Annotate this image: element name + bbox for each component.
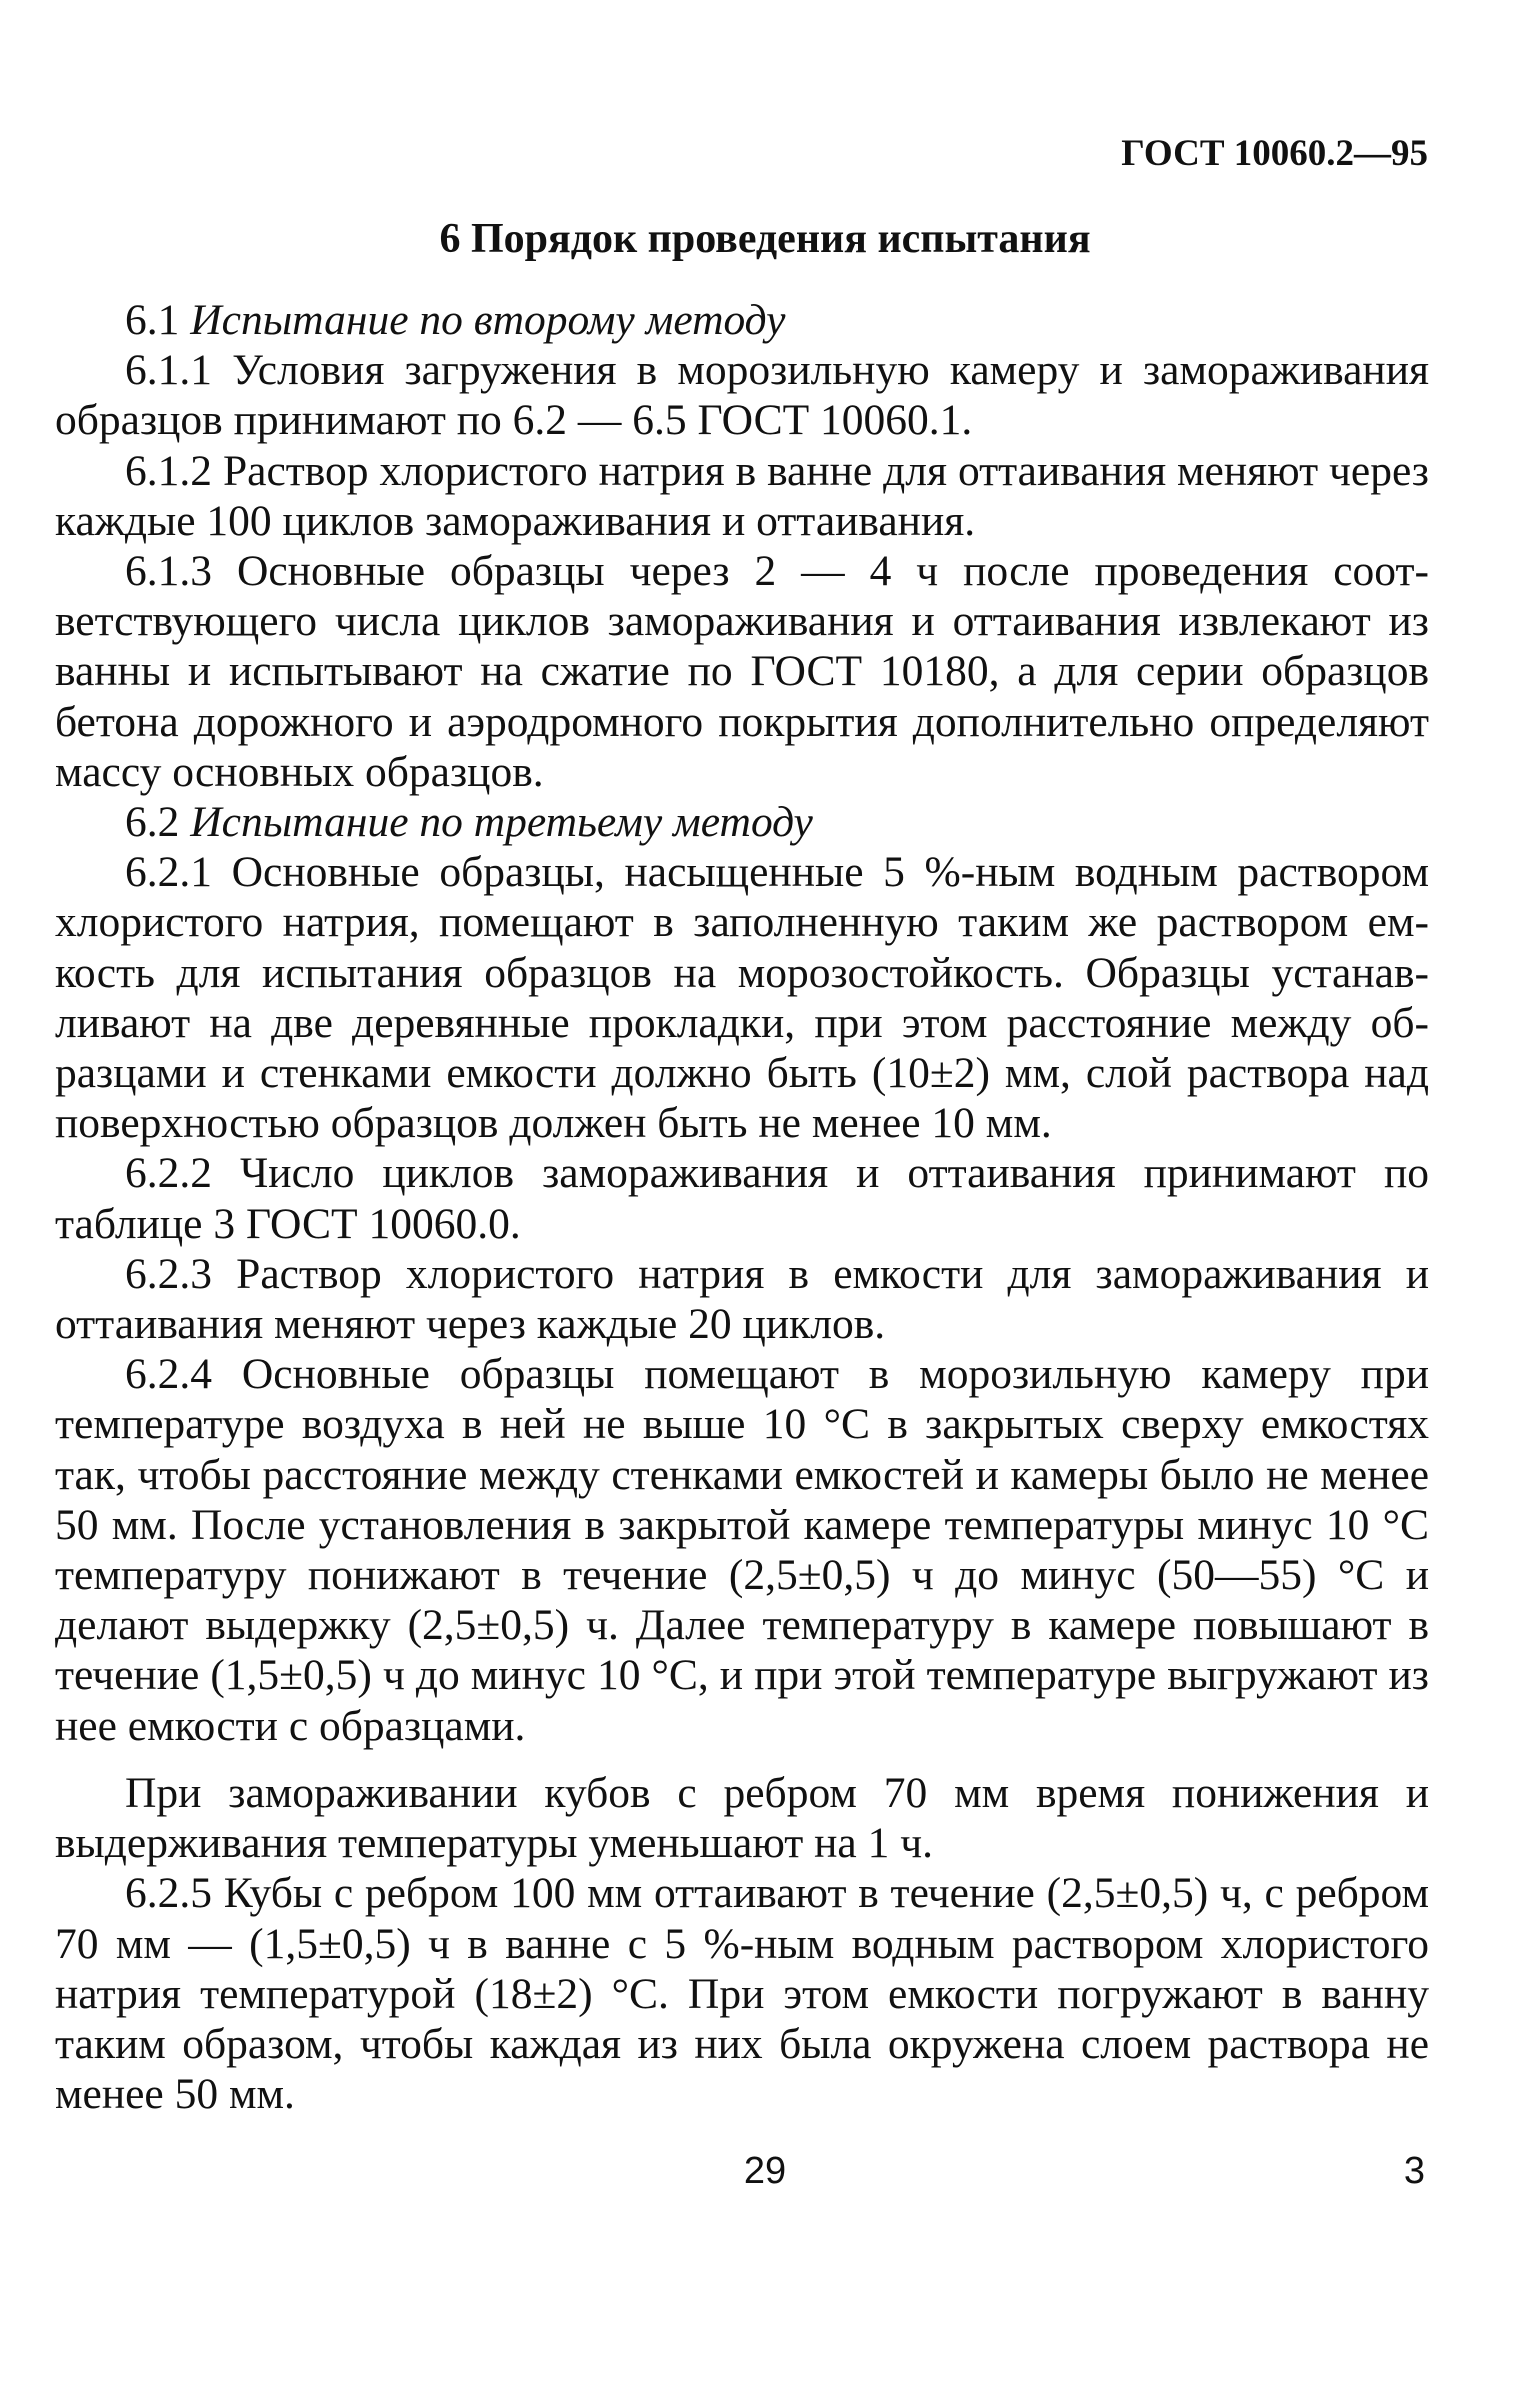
- paragraph-6-2-1: 6.2.1 Основные образцы, насыщенные 5 %-ным водным раствором хлористого натрия, помещают в заполненную таким же раствором емкость для испытания образцов на морозостойкость. Образцы устанавливают на две деревянные прокладки, при этом расстояние между образцами и стенками емкости должно быть (10±2) мм, слой раствора над поверхностью образцов должен быть не менее 10 мм.: [55, 848, 1429, 1148]
- paragraph-6-1-number: 6.1: [125, 296, 180, 344]
- document-body: [55, 295, 1429, 2119]
- paragraph-6-2-title: Испытание по третьему методу: [190, 798, 813, 847]
- paragraph-6-2-5: 6.2.5 Кубы с ребром 100 мм оттаивают в течение (2,5±0,5) ч, с ребром 70 мм — (1,5±0,5) ч в ванне с 5 %-ным водным раствором хлористого натрия температурой (18±2) °С. При этом емкости погружают в ванну таким образом, чтобы каждая из них была окружена слоем раствора не менее 50 мм.: [55, 1869, 1429, 2119]
- paragraph-6-1-3: 6.1.3 Основные образцы через 2 — 4 ч после проведения соответствующего числа циклов замораживания и оттаивания извлекают из ванны и испытывают на сжатие по ГОСТ 10180, а для серии образцов бетона дорожного и аэродромного покрытия дополнительно определяют массу основных образцов.: [55, 547, 1429, 796]
- page-number: 29: [743, 2150, 787, 2192]
- paragraph-6-2-number: 6.2: [125, 798, 180, 847]
- standard-code-header: ГОСТ 10060.2—95: [1121, 133, 1428, 174]
- paragraph-6-2: [55, 797, 1429, 847]
- paragraph-6-1-title: Испытание по второму методу: [190, 296, 786, 344]
- paragraph-6-2-4-note: При замораживании кубов с ребром 70 мм время понижения и выдерживания температуры уменьшают на 1 ч.: [55, 1768, 1429, 1868]
- paragraph-6-2-2: 6.2.2 Число циклов замораживания и оттаивания принимают по таблице 3 ГОСТ 10060.0.: [55, 1149, 1429, 1248]
- sheet-number: 3: [1403, 2150, 1425, 2192]
- paragraph-6-1-2: 6.1.2 Раствор хлористого натрия в ванне для оттаивания меняют через каждые 100 циклов замораживания и оттаивания.: [55, 446, 1429, 545]
- paragraph-6-1: [55, 295, 1429, 345]
- paragraph-6-2-3: 6.2.3 Раствор хлористого натрия в емкости для замораживания и оттаивания меняют через каждые 20 циклов.: [55, 1249, 1429, 1349]
- section-title: 6 Порядок проведения испытания: [439, 216, 1091, 262]
- paragraph-6-2-4: 6.2.4 Основные образцы помещают в морозильную камеру при температуре воздуха в ней не выше 10 °С в закрытых сверху емкостях так, чтобы расстояние между стенками емкостей и камеры было не менее 50 мм. После установления в закрытой камере температуры минус 10 °С температуру понижают в течение (2,5±0,5) ч до минус (50—55) °С и делают выдержку (2,5±0,5) ч. Далее температуру в камере повышают в течение (1,5±0,5) ч до минус 10 °С, и при этой температуре выгружают из нее емкости с образцами.: [55, 1350, 1429, 1750]
- paragraph-6-1-1: 6.1.1 Условия загружения в морозильную камеру и замораживания образцов принимают по 6.2 — 6.5 ГОСТ 10060.1.: [55, 346, 1429, 445]
